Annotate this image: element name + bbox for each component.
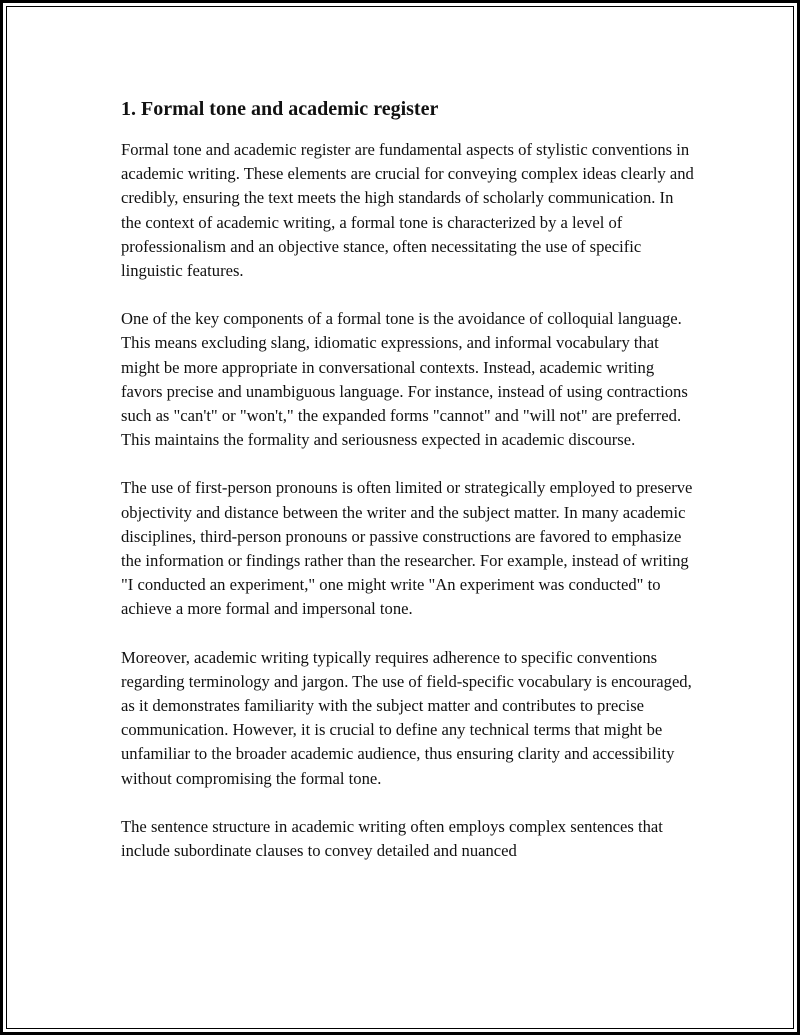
section-heading: 1. Formal tone and academic register <box>121 98 439 120</box>
paragraph-first-person-pronouns: The use of first-person pronouns is often limited or strategically employed to preserve objectivity and distance between the writer and the subject matter. In many academic disciplines, third-person pronouns or passive constructions are favored to emphasize the information or findings rather than the researcher. For example, instead of writing "I conducted an experiment," one might write "An experiment was conducted" to achieve a more formal and impersonal tone. <box>121 478 693 619</box>
paragraph-terminology-jargon: Moreover, academic writing typically requires adherence to specific conventions regarding terminology and jargon. The use of field-specific vocabulary is encouraged, as it demonstrates familiarity with the subject matter and contributes to precise communication. However, it is crucial to define any technical terms that might be unfamiliar to the broader academic audience, thus ensuring clarity and accessibility without compromising the formal tone. <box>121 647 692 788</box>
paragraph-sentence-structure: The sentence structure in academic writing often employs complex sentences that include subordinate clauses to convey detailed and nuanced <box>121 816 663 861</box>
paragraph-colloquial-language: One of the key components of a formal tone is the avoidance of colloquial language. This means excluding slang, idiomatic expressions, and informal vocabulary that might be more appropriate in conversational contexts. Instead, academic writing favors precise and unambiguous language. For instance, instead of using contractions such as "can't" or "won't," the expanded forms "cannot" and "will not" are preferred. This maintains the formality and seriousness expected in academic discourse. <box>121 309 688 450</box>
paragraph-formal-tone-intro: Formal tone and academic register are fundamental aspects of stylistic conventions in academic writing. These elements are crucial for conveying complex ideas clearly and credibly, ensuring the text meets the high standards of scholarly communication. In the context of academic writing, a formal tone is characterized by a level of professionalism and an objective stance, often necessitating the use of specific linguistic features. <box>121 140 694 281</box>
document-body <box>121 96 696 887</box>
